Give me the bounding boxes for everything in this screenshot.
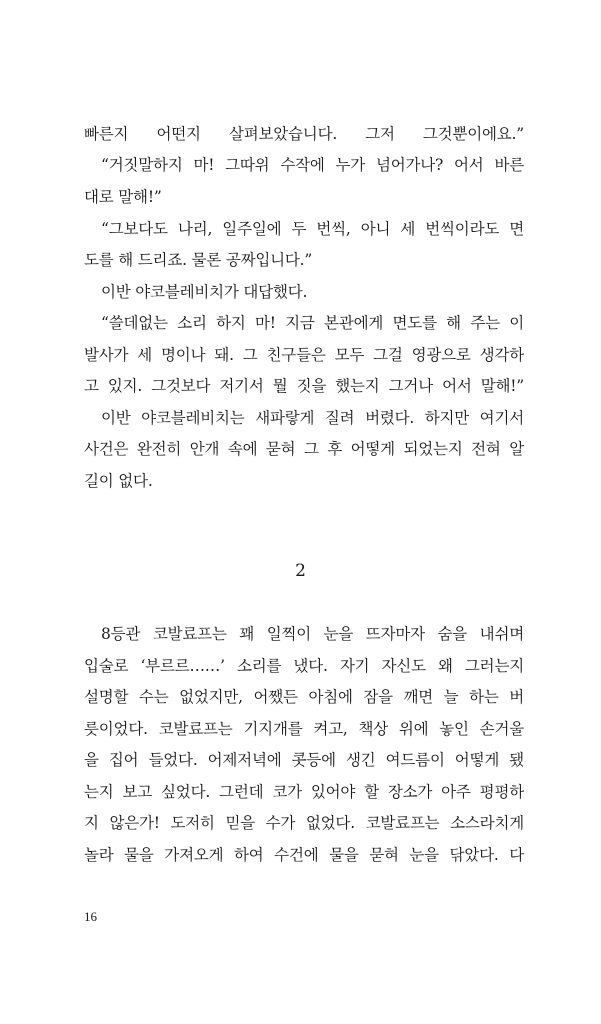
text-line: 고 있지. 그것보다 저기서 뭘 짓을 했는지 그거나 어서 말해!”	[84, 377, 524, 395]
text-line: 사건은 완전히 안개 속에 묻혀 그 후 어떻게 되었는지 전혀 알	[84, 440, 524, 458]
text-line: 빠른지 어떤지 살펴보았습니다. 그저 그것뿐이에요.”	[84, 125, 524, 143]
text-line: “거짓말하지 마! 그따위 수작에 누가 넘어가나? 어서 바른	[101, 156, 524, 174]
text-line: 지 않은가! 도저히 믿을 수가 없었다. 코발료프는 소스라치게	[84, 814, 524, 832]
text-line: “쓸데없는 소리 하지 마! 지금 본관에게 면도를 해 주는 이	[101, 314, 524, 332]
text-line: 입술로 ‘부르르……’ 소리를 냈다. 자기 자신도 왜 그러는지	[84, 657, 524, 675]
text-line: 이반 야코블레비치는 새파랗게 질려 버렸다. 하지만 여기서	[101, 409, 524, 427]
section-number: 2	[295, 561, 306, 581]
page-number: 16	[84, 909, 97, 924]
text-line: 도를 해 드리죠. 물론 공짜입니다.”	[84, 251, 313, 269]
text-line: 놀라 물을 가져오게 하여 수건에 물을 묻혀 눈을 닦았다. 다	[84, 846, 524, 864]
text-line: 길이 없다.	[84, 472, 153, 490]
text-line: 설명할 수는 없었지만, 어쨌든 아침에 잠을 깨면 늘 하는 버	[84, 688, 524, 706]
text-line: 릇이었다. 코발료프는 기지개를 켜고, 책상 위에 놓인 손거울	[84, 720, 524, 738]
text-line: 을 집어 들었다. 어제저녁에 콧등에 생긴 여드름이 어떻게 됐	[84, 751, 524, 769]
text-line: 발사가 세 명이나 돼. 그 친구들은 모두 그걸 영광으로 생각하	[84, 346, 524, 364]
text-line: “그보다도 나리, 일주일에 두 번씩, 아니 세 번씩이라도 면	[101, 220, 524, 238]
text-line: 이반 야코블레비치가 대답했다.	[101, 283, 308, 301]
text-line: 8등관 코발료프는 꽤 일찍이 눈을 뜨자마자 숨을 내쉬며	[101, 625, 524, 643]
text-line: 대로 말해!”	[84, 188, 162, 206]
text-line: 는지 보고 싶었다. 그런데 코가 있어야 할 장소가 아주 평평하	[84, 783, 524, 801]
